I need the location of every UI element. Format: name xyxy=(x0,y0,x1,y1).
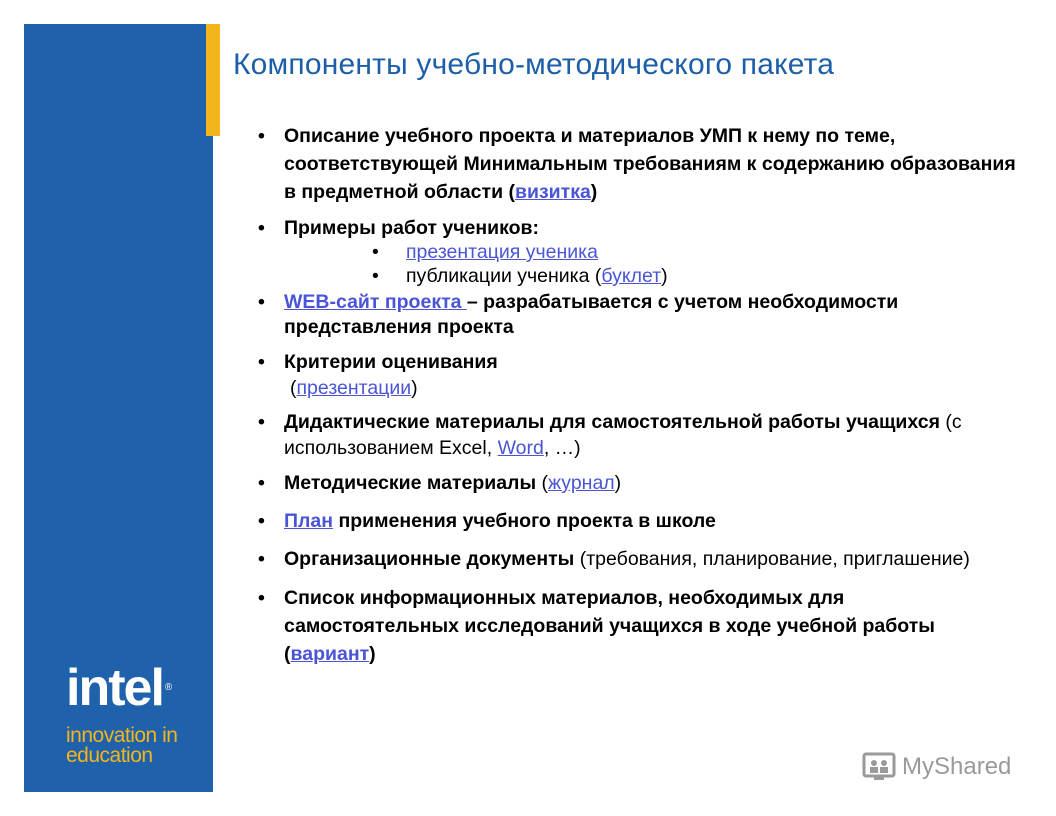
bullet-dot: • xyxy=(258,548,265,570)
item-text: ) xyxy=(661,265,668,287)
link-presentations[interactable]: презентации xyxy=(296,377,412,399)
tablet-people-icon xyxy=(862,752,896,782)
link-variant[interactable]: вариант xyxy=(290,643,370,665)
bullet-dot: • xyxy=(258,125,265,147)
item-text: (с использованием Excel, xyxy=(284,411,962,459)
bullet-dot: • xyxy=(258,411,265,433)
slide-title: Компоненты учебно-методического пакета xyxy=(233,48,835,81)
item-text: Список информационных материалов, необходимых для самостоятельных исследований учащихся в ходе учебной работы ( xyxy=(284,587,935,665)
logo-wordmark xyxy=(66,659,177,717)
item-text: Методические материалы xyxy=(284,472,537,494)
list-item-methodical xyxy=(258,469,1018,497)
item-text: Примеры работ учеников: xyxy=(284,217,540,239)
link-plan[interactable]: План xyxy=(284,510,334,532)
item-text: Критерии оценивания xyxy=(284,351,498,373)
bullet-dot: • xyxy=(258,351,265,373)
sub-item-presentation xyxy=(258,240,1018,264)
bullet-dot: • xyxy=(258,587,265,609)
link-website[interactable]: WEB-сайт проекта xyxy=(284,291,467,313)
watermark xyxy=(862,752,1011,782)
item-text: публикации ученика ( xyxy=(406,265,602,287)
list-item-website xyxy=(258,290,1018,340)
item-text: Организационные документы xyxy=(284,548,575,570)
tagline-line2: education xyxy=(66,744,153,767)
bullet-dot: • xyxy=(258,291,265,313)
item-text: , …) xyxy=(543,437,581,459)
link-vizitka[interactable]: визитка xyxy=(514,181,591,203)
intel-logo xyxy=(66,659,178,767)
bullet-dot: • xyxy=(372,265,379,287)
sub-item-publications xyxy=(258,264,1018,288)
watermark-text: MyShared xyxy=(902,753,1012,780)
bullet-dot: • xyxy=(372,241,379,263)
tagline-line1: innovation in xyxy=(66,724,178,747)
item-text: ( xyxy=(536,472,549,494)
item-text: Описание учебного проекта и материалов УМП к нему по теме, соответствующей Минимальным требованиям к содержанию образования в предметной области ( xyxy=(284,125,1016,203)
bullet-dot: • xyxy=(258,472,265,494)
item-text: ( xyxy=(290,377,297,399)
bullet-dot: • xyxy=(258,217,265,239)
list-item-organizational xyxy=(258,545,1018,574)
logo-tagline xyxy=(66,726,177,766)
list-item-criteria xyxy=(258,349,1018,401)
bullet-dot: • xyxy=(258,510,265,532)
list-item-plan xyxy=(258,507,1018,535)
accent-bar xyxy=(206,24,220,136)
list-item-student-works xyxy=(258,216,1018,240)
item-text: ) xyxy=(590,181,598,203)
item-text: Дидактические материалы для самостоятельной работы учащихся xyxy=(284,411,941,433)
list-item-info-materials xyxy=(258,584,1018,668)
item-text: ) xyxy=(614,472,622,494)
logo-text: intel xyxy=(66,659,163,717)
registered-mark: ® xyxy=(164,682,173,693)
list-item-didactic xyxy=(258,409,1018,461)
link-student-presentation[interactable]: презентация ученика xyxy=(406,241,598,263)
item-text: ) xyxy=(369,643,376,665)
list-item-description xyxy=(258,122,1018,206)
item-text: (требования, планирование, приглашение) xyxy=(574,548,970,570)
bullet-list xyxy=(258,122,1018,668)
link-word[interactable]: Word xyxy=(497,437,544,459)
link-booklet[interactable]: буклет xyxy=(601,265,662,287)
item-text: ) xyxy=(411,377,418,399)
item-text: – разрабатывается с учетом необходимости представления проекта xyxy=(284,291,899,338)
item-text: применения учебного проекта в школе xyxy=(333,510,716,532)
link-journal[interactable]: журнал xyxy=(548,472,615,494)
